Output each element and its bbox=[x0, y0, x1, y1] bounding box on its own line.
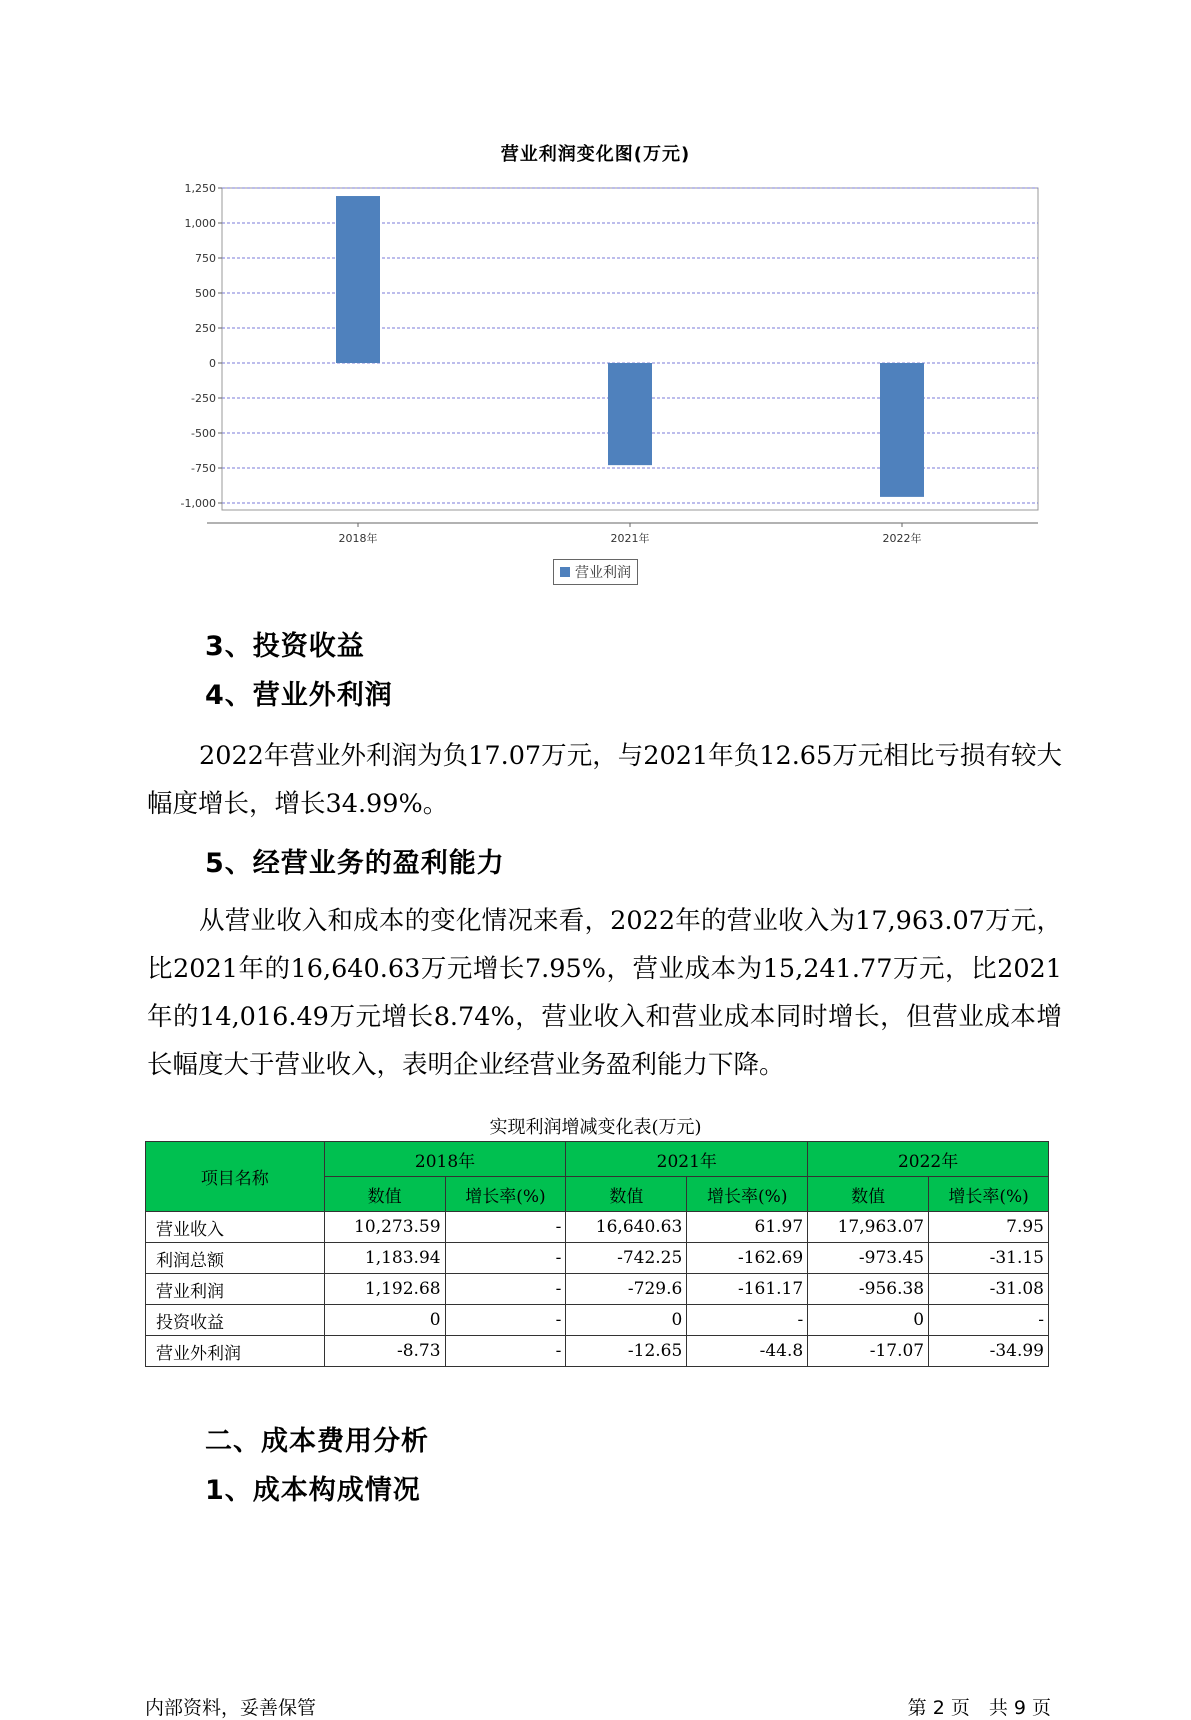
heading-cost-structure: 1、成本构成情况 bbox=[205, 1475, 421, 1506]
row-label: 营业外利润 bbox=[146, 1336, 325, 1367]
table-cell: - bbox=[445, 1243, 566, 1274]
table-cell: -17.07 bbox=[808, 1336, 929, 1367]
header-value: 数值 bbox=[324, 1177, 445, 1212]
table-cell: 0 bbox=[808, 1305, 929, 1336]
row-label: 投资收益 bbox=[146, 1305, 325, 1336]
table-row bbox=[146, 1305, 1049, 1336]
header-year: 2022年 bbox=[808, 1142, 1049, 1177]
table-cell: 7.95 bbox=[929, 1212, 1049, 1243]
bar bbox=[608, 363, 652, 465]
table-row bbox=[146, 1212, 1049, 1243]
legend-swatch bbox=[560, 567, 570, 577]
footer-confidential-note: 内部资料，妥善保管 bbox=[145, 1697, 317, 1719]
heading-profitability: 5、经营业务的盈利能力 bbox=[205, 848, 505, 879]
table-cell: 1,192.68 bbox=[324, 1274, 445, 1305]
table-cell: - bbox=[929, 1305, 1049, 1336]
table-cell: 1,183.94 bbox=[324, 1243, 445, 1274]
header-rate: 增长率(%) bbox=[445, 1177, 566, 1212]
heading-non-operating-profit: 4、营业外利润 bbox=[205, 680, 393, 711]
table-row bbox=[146, 1274, 1049, 1305]
x-tick-label: 2018年 bbox=[338, 532, 378, 545]
table-cell: 0 bbox=[566, 1305, 687, 1336]
table-cell: -8.73 bbox=[324, 1336, 445, 1367]
operating-profit-chart bbox=[150, 180, 1040, 545]
table-cell: -973.45 bbox=[808, 1243, 929, 1274]
table-cell: -729.6 bbox=[566, 1274, 687, 1305]
x-tick-label: 2021年 bbox=[610, 532, 650, 545]
table-title: 实现利润增减变化表(万元) bbox=[489, 1117, 702, 1138]
header-value: 数值 bbox=[808, 1177, 929, 1212]
table-cell: - bbox=[445, 1274, 566, 1305]
y-tick-label: 250 bbox=[195, 322, 216, 335]
y-tick-label: -750 bbox=[191, 462, 216, 475]
y-tick-label: 500 bbox=[195, 287, 216, 300]
table-cell: - bbox=[687, 1305, 808, 1336]
y-tick-label: -500 bbox=[191, 427, 216, 440]
header-item-name: 项目名称 bbox=[146, 1142, 325, 1212]
table-cell: -161.17 bbox=[687, 1274, 808, 1305]
y-tick-label: 750 bbox=[195, 252, 216, 265]
row-label: 营业利润 bbox=[146, 1274, 325, 1305]
heading-investment-income: 3、投资收益 bbox=[205, 631, 365, 662]
paragraph-profitability: 从营业收入和成本的变化情况来看，2022年的营业收入为17,963.07万元，比2021年的16,640.63万元增长7.95%，营业成本为15,241.77万元，比2021年的14,016.49万元增长8.74%，营业收入和营业成本同时增长，但营业成本增长幅度大于营业收入，表明企业经营业务盈利能力下降。 bbox=[147, 906, 1062, 1080]
table-cell: -34.99 bbox=[929, 1336, 1049, 1367]
table-row bbox=[146, 1336, 1049, 1367]
heading-cost-analysis: 二、成本费用分析 bbox=[205, 1426, 429, 1457]
y-tick-label: 0 bbox=[209, 357, 216, 370]
table-row bbox=[146, 1243, 1049, 1274]
table-cell: -162.69 bbox=[687, 1243, 808, 1274]
header-year: 2021年 bbox=[566, 1142, 808, 1177]
profit-change-table bbox=[145, 1141, 1049, 1367]
legend-label: 营业利润 bbox=[575, 565, 631, 581]
table-cell: - bbox=[445, 1212, 566, 1243]
table-cell: -956.38 bbox=[808, 1274, 929, 1305]
table-cell: -44.8 bbox=[687, 1336, 808, 1367]
y-tick-label: -250 bbox=[191, 392, 216, 405]
y-tick-label: -1,000 bbox=[180, 497, 216, 510]
table-cell: 0 bbox=[324, 1305, 445, 1336]
footer-page-number: 第 2 页 共 9 页 bbox=[907, 1697, 1051, 1719]
y-tick-label: 1,250 bbox=[184, 182, 216, 195]
table-cell: -12.65 bbox=[566, 1336, 687, 1367]
x-tick-label: 2022年 bbox=[882, 532, 922, 545]
header-rate: 增长率(%) bbox=[929, 1177, 1049, 1212]
header-value: 数值 bbox=[566, 1177, 687, 1212]
table-cell: 61.97 bbox=[687, 1212, 808, 1243]
table-cell: -31.08 bbox=[929, 1274, 1049, 1305]
table-cell: -31.15 bbox=[929, 1243, 1049, 1274]
paragraph-non-operating-profit: 2022年营业外利润为负17.07万元，与2021年负12.65万元相比亏损有较大幅度增长，增长34.99%。 bbox=[147, 741, 1062, 819]
row-label: 利润总额 bbox=[146, 1243, 325, 1274]
row-label: 营业收入 bbox=[146, 1212, 325, 1243]
table-cell: - bbox=[445, 1305, 566, 1336]
table-cell: - bbox=[445, 1336, 566, 1367]
table-cell: -742.25 bbox=[566, 1243, 687, 1274]
chart-legend bbox=[553, 559, 638, 585]
table-cell: 16,640.63 bbox=[566, 1212, 687, 1243]
bar bbox=[880, 363, 924, 497]
header-year: 2018年 bbox=[324, 1142, 566, 1177]
header-rate: 增长率(%) bbox=[687, 1177, 808, 1212]
y-tick-label: 1,000 bbox=[184, 217, 216, 230]
bar bbox=[336, 196, 380, 363]
chart-title: 营业利润变化图(万元) bbox=[500, 144, 691, 165]
table-cell: 17,963.07 bbox=[808, 1212, 929, 1243]
table-cell: 10,273.59 bbox=[324, 1212, 445, 1243]
table-header-row bbox=[146, 1142, 1049, 1177]
